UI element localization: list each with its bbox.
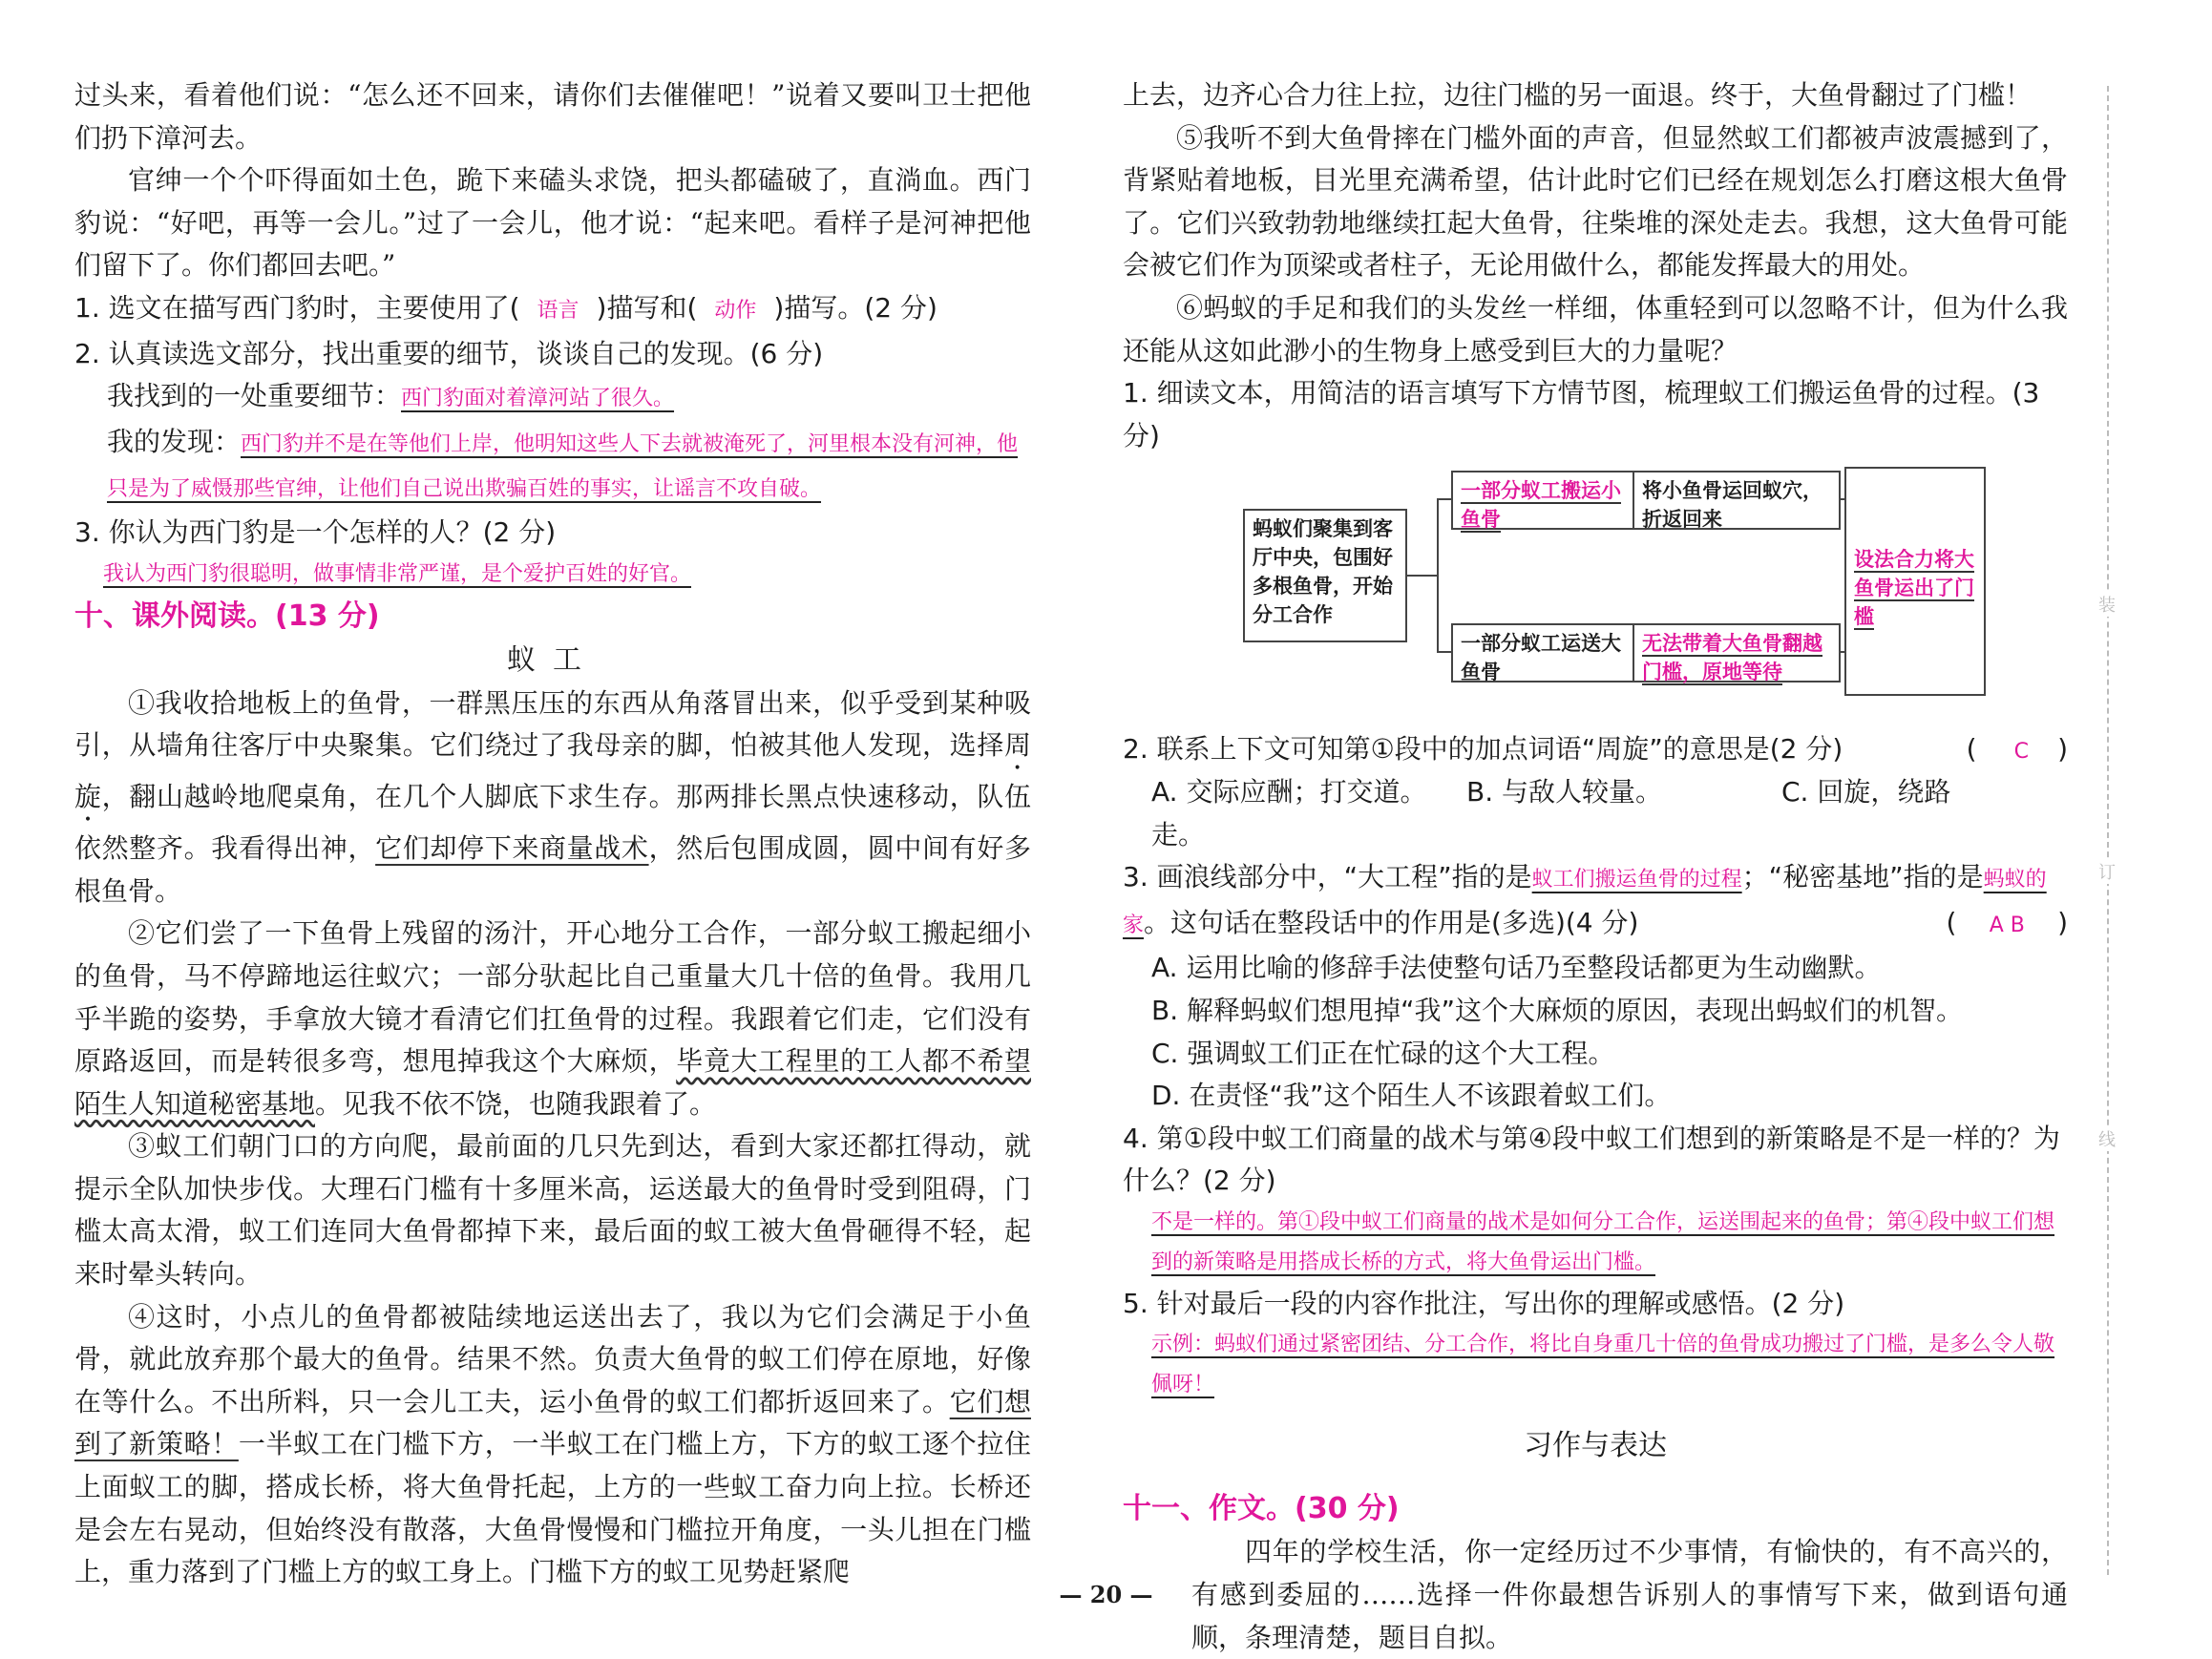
cut-label: 装 (2096, 592, 2117, 617)
flow-end-box: 设法合力将大鱼骨运出了门槛 (1844, 467, 1986, 696)
question-3-option-d: D. 在责怪“我”这个陌生人不该跟着蚁工们。 (1151, 1080, 1672, 1112)
flow-start-box: 蚂蚁们聚集到客厅中央，包围好多根鱼骨，开始分工合作 (1243, 509, 1407, 642)
question-1: 1. 细读文本，用简洁的语言填写下方情节图，梳理蚁工们搬运鱼骨的过程。(3 分) (1123, 377, 2040, 452)
essay-prompt: 四年的学校生活，你一定经历过不少事情，有愉快的，有不高兴的，有感到委屈的……选择一件你最想告诉别人的事情写下来，做到语句通顺，条理清楚，题目自拟。 (1191, 1536, 2068, 1653)
option-a: A. 交际应酬；打交道。 (1151, 775, 1427, 808)
answer-blank: C (2013, 740, 2029, 765)
answer-text: 西门豹面对着漳河站了很久。 (401, 387, 675, 411)
underlined-phrase: 它们想到了新策略！ (74, 1385, 1031, 1460)
question-5: 5. 针对最后一段的内容作批注，写出你的理解或感悟。(2 分) (1123, 1287, 1845, 1319)
right-column (1123, 74, 2068, 1659)
section-heading-writing: 习作与表达 (1524, 1429, 1667, 1463)
answer-blank: 语言 (537, 298, 579, 323)
question-3: 3. 你认为西门豹是一个怎样的人？(2 分) (74, 515, 557, 548)
question-2-detail: 我找到的一处重要细节：西门豹面对着漳河站了很久。 (107, 380, 675, 412)
question-3: 3. 画浪线部分中，“大工程”指的是蚁工们搬运鱼骨的过程；“秘密基地”指的是蚂蚁的家。这句话在整段话中的作用是(多选)(4 分) ( A B ) (1123, 856, 2068, 947)
answer-text: 示例：蚂蚁们通过紧密团结、分工合作，将比自身重几十倍的鱼骨成功搬过了门槛，是多么令人敬佩呀！ (1151, 1333, 2055, 1397)
question-3-option-b: B. 解释蚂蚁们想甩掉“我”这个大麻烦的原因，表现出蚂蚁们的机智。 (1151, 994, 1964, 1026)
wavy-underlined-phrase: 毕竟大工程里的工人都不希望陌生人知道秘密基地 (74, 1045, 1031, 1120)
answer-blank: 动作 (714, 298, 757, 323)
answer-text: 蚂蚁的家 (1123, 868, 2047, 937)
question-2-options (1123, 771, 2068, 856)
story-paragraph-1: ①我收拾地板上的鱼骨，一群黑压压的东西从角落冒出来，似乎受到某种吸引，从墙角往客厅中央聚集。它们绕过了我母亲的脚，怕被其他人发现，选择周旋，翻山越岭地爬桌角，在几个人脚底下求生存。那两排长黑点快速移动，队伍依然整齐。我看得出神，它们却停下来商量战术，然后包围成圆，圆中间有好多根鱼骨。 (74, 686, 1031, 907)
story-title: 蚁工 (507, 642, 599, 677)
plot-flowchart (1123, 463, 2068, 723)
page-number: — 20 — (1059, 1581, 1153, 1608)
flow-bottom-step-1: 一部分蚁工运送大鱼骨 (1451, 623, 1644, 682)
story-paragraph-4-cont: 上去，边齐心合力往上拉，边往门槛的另一面退。终于，大鱼骨翻过了门槛！ (1123, 79, 2033, 111)
section-heading-10: 十、课外阅读。(13 分) (74, 598, 380, 633)
answer-text: 我认为西门豹很聪明，做事情非常严谨，是个爱护百姓的好官。 (103, 561, 692, 586)
section-heading-11: 十一、作文。(30 分) (1123, 1492, 1400, 1526)
question-4: 4. 第①段中蚁工们商量的战术与第④段中蚁工们想到的新策略是不是一样的？为什么？(2 分) (1123, 1122, 2060, 1197)
flow-top-step-2: 将小鱼骨运回蚁穴，折返回来 (1633, 471, 1841, 530)
answer-text: 不是一样的。第①段中蚁工们商量的战术是如何分工合作，运送围起来的鱼骨；第④段中蚁工们想到的新策略是用搭成长桥的方式，将大鱼骨运出门槛。 (1151, 1209, 2055, 1274)
option-b: B. 与敌人较量。 (1466, 775, 1663, 808)
story-paragraph-6: ⑥蚂蚁的手足和我们的头发丝一样细，体重轻到可以忽略不计，但为什么我还能从这如此渺小的生物身上感受到巨大的力量呢？ (1123, 291, 2068, 367)
left-column (74, 74, 1031, 1594)
question-2-finding: 我的发现：西门豹并不是在等他们上岸，他明知这些人下去就被淹死了，河里根本没有河神，他只是为了威慑那些官绅，让他们自己说出欺骗百姓的事实，让谣言不攻自破。 (107, 425, 1019, 502)
question-3-option-a: A. 运用比喻的修辞手法使整句话乃至整段话都更为生动幽默。 (1151, 952, 1882, 984)
answer-blank: A B (1989, 913, 2025, 937)
flow-bottom-step-2: 无法带着大鱼骨翻越门槛，原地等待 (1633, 623, 1841, 682)
question-2: 2. 认真读选文部分，找出重要的细节，谈谈自己的发现。(6 分) (74, 337, 824, 369)
passage-paragraph: 官绅一个个吓得面如土色，跪下来磕头求饶，把头都磕破了，直淌血。西门豹说：“好吧，再等一会儿。”过了一会儿，他才说：“起来吧。看样子是河神把他们留下了。你们都回去吧。” (74, 164, 1031, 282)
flow-top-step-1: 一部分蚁工搬运小鱼骨 (1451, 471, 1644, 530)
story-paragraph-4: ④这时，小点儿的鱼骨都被陆续地运送出去了，我以为它们会满足于小鱼骨，就此放弃那个最大的鱼骨。结果不然。负责大鱼骨的蚁工们停在原地，好像在等什么。不出所料，只一会儿工夫，运小鱼骨的蚁工们都折返回来了。它们想到了新策略！一半蚁工在门槛下方，一半蚁工在门槛上方，下方的蚁工逐个拉住上面蚁工的脚，搭成长桥，将大鱼骨托起，上方的一些蚁工奋力向上拉。长桥还是会左右晃动，但始终没有散落，大鱼骨慢慢和门槛拉开角度，一头儿担在门槛上，重力落到了门槛上方的蚁工身上。门槛下方的蚁工见势赶紧爬 (74, 1300, 1031, 1588)
question-3-option-c: C. 强调蚁工们正在忙碌的这个大工程。 (1151, 1037, 1615, 1069)
cut-label: 订 (2096, 859, 2117, 884)
binding-cut-line (2107, 86, 2109, 1575)
passage-paragraph: 过头来，看着他们说：“怎么还不回来，请你们去催催吧！”说着又要叫卫士把他们扔下漳河去。 (74, 79, 1031, 154)
story-paragraph-3: ③蚁工们朝门口的方向爬，最前面的几只先到达，看到大家还都扛得动，就提示全队加快步伐。大理石门槛有十多厘米高，运送最大的鱼骨时受到阻碍，门槛太高太滑，蚁工们连同大鱼骨都掉下来，最后面的蚁工被大鱼骨砸得不轻，起来时晕头转向。 (74, 1130, 1031, 1291)
answer-text: 西门豹并不是在等他们上岸，他明知这些人下去就被淹死了，河里根本没有河神，他只是为了威慑那些官绅，让他们自己说出欺骗百姓的事实，让谣言不攻自破。 (107, 431, 1019, 502)
question-1: 1. 选文在描写西门豹时，主要使用了( 语言 )描写和( 动作 )描写。(2 分) (74, 287, 1031, 333)
option-c: C. 回旋，绕路走。 (1151, 775, 1951, 850)
cut-label: 线 (2096, 1126, 2117, 1151)
story-paragraph-5: ⑤我听不到大鱼骨摔在门槛外面的声音，但显然蚁工们都被声波震撼到了，背紧贴着地板，目光里充满希望，估计此时它们已经在规划怎么打磨这根大鱼骨了。它们兴致勃勃地继续扛起大鱼骨，往柴堆的深处走去。我想，这大鱼骨可能会被它们作为顶梁或者柱子，无论用做什么，都能发挥最大的用处。 (1123, 121, 2068, 282)
dotted-word: 周旋 (74, 729, 1031, 813)
story-paragraph-2: ②它们尝了一下鱼骨上残留的汤汁，开心地分工合作，一部分蚁工搬起细小的鱼骨，马不停蹄地运往蚁穴；一部分驮起比自己重量大几十倍的鱼骨。我用几乎半跪的姿势，手拿放大镜才看清它们扛鱼骨的过程。我跟着它们走，它们没有原路返回，而是转很多弯，想甩掉我这个大麻烦，毕竟大工程里的工人都不希望陌生人知道秘密基地。见我不依不饶，也随我跟着了。 (74, 917, 1031, 1120)
question-2: 2. 联系上下文可知第①段中的加点词语“周旋”的意思是(2 分) ( C ) (1123, 728, 2068, 771)
underlined-phrase: 它们却停下来商量战术 (375, 832, 649, 865)
answer-text: 蚁工们搬运鱼骨的过程 (1531, 868, 1742, 892)
